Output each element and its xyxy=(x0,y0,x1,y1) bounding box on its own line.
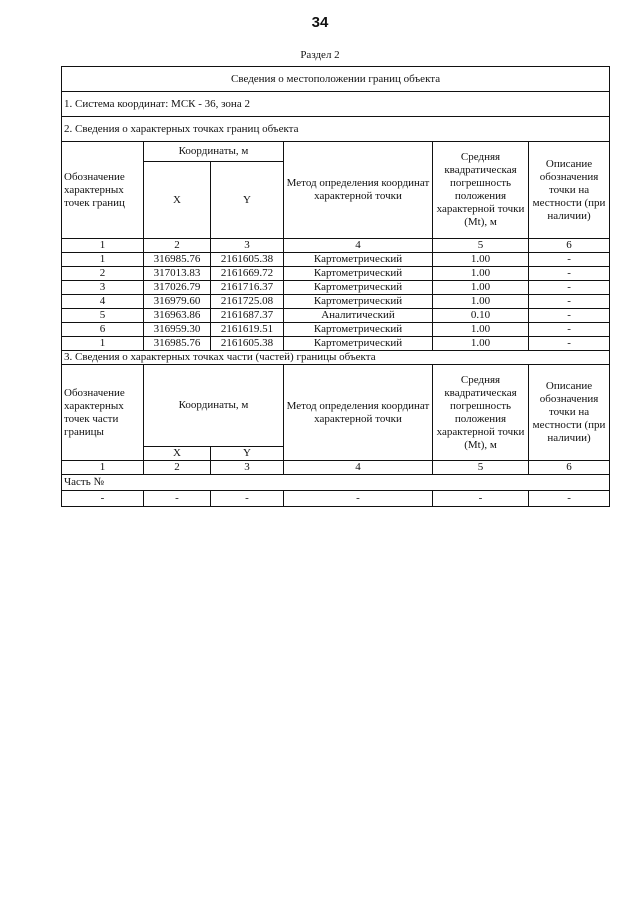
table-title-row xyxy=(62,67,610,92)
cell-y: 2161725.08 xyxy=(211,295,284,309)
cell-mt: 1.00 xyxy=(433,267,529,281)
cell-x: 316959.30 xyxy=(144,323,211,337)
cell-point: 2 xyxy=(62,267,144,281)
cell-mt: 1.00 xyxy=(433,281,529,295)
cell-point: 3 xyxy=(62,281,144,295)
col-number: 3 xyxy=(211,461,284,475)
cell-desc: - xyxy=(529,309,610,323)
cell-mt: 1.00 xyxy=(433,295,529,309)
cell-method: Картометрический xyxy=(284,281,433,295)
col-number: 2 xyxy=(144,461,211,475)
header3-coordinates: Координаты, м xyxy=(144,365,284,447)
cell-mt: 1.00 xyxy=(433,253,529,267)
cell-x: 317026.79 xyxy=(144,281,211,295)
page-number: 34 xyxy=(311,14,329,31)
header-coordinates: Координаты, м xyxy=(144,142,284,162)
part2-title-row xyxy=(62,117,610,142)
part-label-row xyxy=(62,475,610,491)
cell-desc: - xyxy=(529,267,610,281)
cell-x: 316963.86 xyxy=(144,309,211,323)
coord-system: 1. Система координат: МСК - 36, зона 2 xyxy=(62,92,610,117)
cell-y: 2161605.38 xyxy=(211,253,284,267)
header-y: Y xyxy=(211,162,284,239)
empty-cell: - xyxy=(144,491,211,507)
part-label: Часть № xyxy=(62,475,610,491)
header-error: Средняя квадратическая погрешность положения характерной точки (Mt), м xyxy=(433,142,529,239)
empty-cell: - xyxy=(284,491,433,507)
cell-point: 4 xyxy=(62,295,144,309)
header3-y: Y xyxy=(211,447,284,461)
boundary-table xyxy=(61,66,610,507)
table-row xyxy=(62,253,610,267)
cell-mt: 1.00 xyxy=(433,323,529,337)
table-row xyxy=(62,323,610,337)
header3-row-1 xyxy=(62,365,610,447)
header3-error: Средняя квадратическая погрешность положения характерной точки (Mt), м xyxy=(433,365,529,461)
col-number: 1 xyxy=(62,461,144,475)
cell-x: 316985.76 xyxy=(144,337,211,351)
cell-y: 2161687.37 xyxy=(211,309,284,323)
column-numbers-row xyxy=(62,239,610,253)
cell-x: 316985.76 xyxy=(144,253,211,267)
header3-description: Описание обозначения точки на местности (при наличии) xyxy=(529,365,610,461)
header-x: X xyxy=(144,162,211,239)
empty-cell: - xyxy=(433,491,529,507)
header-row-1 xyxy=(62,142,610,162)
cell-point: 1 xyxy=(62,337,144,351)
empty-cell: - xyxy=(211,491,284,507)
part3-title-row xyxy=(62,351,610,365)
cell-point: 5 xyxy=(62,309,144,323)
cell-y: 2161605.38 xyxy=(211,337,284,351)
cell-desc: - xyxy=(529,295,610,309)
col-number: 3 xyxy=(211,239,284,253)
part2-title: 2. Сведения о характерных точках границ объекта xyxy=(62,117,610,142)
header3-method: Метод определения координат характерной точки xyxy=(284,365,433,461)
table-row xyxy=(62,267,610,281)
header-point-designation: Обозначение характерных точек границ xyxy=(62,142,144,239)
cell-method: Картометрический xyxy=(284,295,433,309)
cell-y: 2161619.51 xyxy=(211,323,284,337)
col-number: 4 xyxy=(284,239,433,253)
coord-system-row xyxy=(62,92,610,117)
cell-method: Аналитический xyxy=(284,309,433,323)
table-row xyxy=(62,491,610,507)
cell-point: 1 xyxy=(62,253,144,267)
cell-method: Картометрический xyxy=(284,337,433,351)
column-numbers-row-3 xyxy=(62,461,610,475)
section-title: Раздел 2 xyxy=(300,49,340,61)
table-row xyxy=(62,295,610,309)
cell-x: 317013.83 xyxy=(144,267,211,281)
col-number: 4 xyxy=(284,461,433,475)
col-number: 5 xyxy=(433,239,529,253)
cell-desc: - xyxy=(529,281,610,295)
table-row xyxy=(62,281,610,295)
cell-x: 316979.60 xyxy=(144,295,211,309)
cell-method: Картометрический xyxy=(284,253,433,267)
header3-x: X xyxy=(144,447,211,461)
cell-desc: - xyxy=(529,323,610,337)
header-method: Метод определения координат характерной точки xyxy=(284,142,433,239)
cell-y: 2161716.37 xyxy=(211,281,284,295)
part3-title: 3. Сведения о характерных точках части (частей) границы объекта xyxy=(62,351,610,365)
cell-method: Картометрический xyxy=(284,323,433,337)
cell-y: 2161669.72 xyxy=(211,267,284,281)
col-number: 1 xyxy=(62,239,144,253)
table-row xyxy=(62,337,610,351)
cell-method: Картометрический xyxy=(284,267,433,281)
col-number: 6 xyxy=(529,239,610,253)
cell-mt: 1.00 xyxy=(433,337,529,351)
cell-desc: - xyxy=(529,337,610,351)
cell-desc: - xyxy=(529,253,610,267)
cell-mt: 0.10 xyxy=(433,309,529,323)
table-title: Сведения о местоположении границ объекта xyxy=(62,67,610,92)
empty-cell: - xyxy=(529,491,610,507)
header-description: Описание обозначения точки на местности (при наличии) xyxy=(529,142,610,239)
cell-point: 6 xyxy=(62,323,144,337)
header3-point-designation: Обозначение характерных точек части границы xyxy=(62,365,144,461)
table-row xyxy=(62,309,610,323)
col-number: 2 xyxy=(144,239,211,253)
col-number: 5 xyxy=(433,461,529,475)
col-number: 6 xyxy=(529,461,610,475)
empty-cell: - xyxy=(62,491,144,507)
